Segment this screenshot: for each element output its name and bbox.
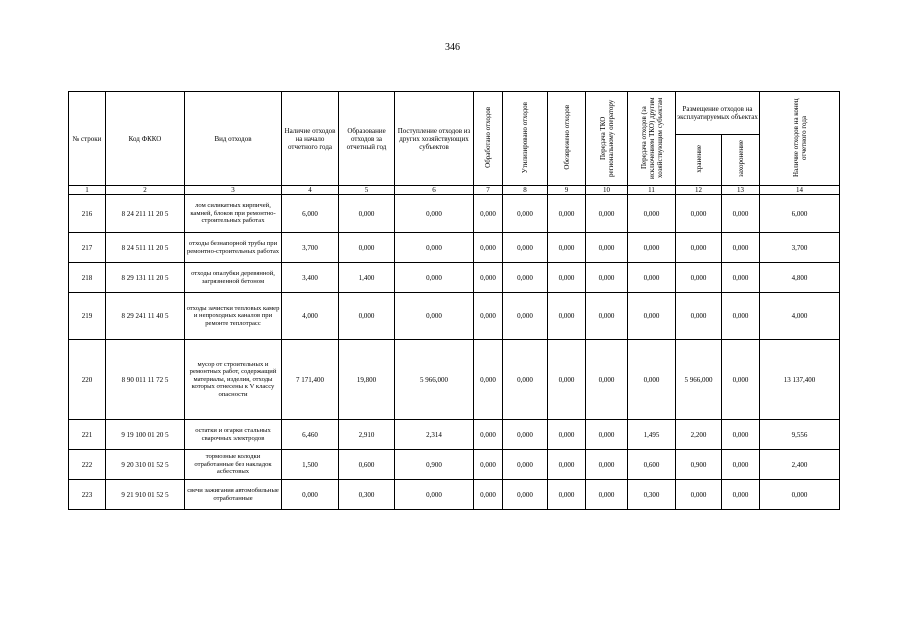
header-end-balance: Наличие отходов на конец отчетного года — [760, 92, 840, 186]
cell-end-balance: 9,556 — [760, 420, 840, 450]
cell-generated: 0,000 — [339, 233, 395, 263]
cell-processed: 0,000 — [474, 293, 503, 340]
row-number: 223 — [69, 480, 106, 510]
cell-to-operator: 0,000 — [586, 420, 628, 450]
header-start-balance: Наличие отходов на начало отчетного года — [282, 92, 339, 186]
waste-name: остатки и огарки стальных сварочных электродов — [185, 420, 282, 450]
cell-utilized: 0,000 — [503, 293, 548, 340]
header-utilized: Утилизировано отходов — [503, 92, 548, 186]
cell-received: 2,314 — [395, 420, 474, 450]
cell-end-balance: 0,000 — [760, 480, 840, 510]
row-number: 219 — [69, 293, 106, 340]
cell-received: 0,000 — [395, 233, 474, 263]
row-number: 217 — [69, 233, 106, 263]
waste-name: отходы безнапорной трубы при ремонтно-строительных работах — [185, 233, 282, 263]
cell-neutralized: 0,000 — [548, 480, 586, 510]
header-generated: Образование отходов за отчетный год — [339, 92, 395, 186]
row-number: 220 — [69, 340, 106, 420]
cell-burial: 0,000 — [722, 480, 760, 510]
cell-generated: 19,800 — [339, 340, 395, 420]
column-number: 8 — [503, 186, 548, 195]
cell-received: 0,000 — [395, 480, 474, 510]
cell-to-others: 0,000 — [628, 293, 676, 340]
cell-storage: 0,000 — [676, 480, 722, 510]
cell-processed: 0,000 — [474, 480, 503, 510]
cell-to-operator: 0,000 — [586, 293, 628, 340]
cell-storage: 0,900 — [676, 450, 722, 480]
page-number: 346 — [445, 42, 460, 53]
header-placement: Размещение отходов на эксплуатируемых объектах — [676, 92, 760, 135]
table-row — [69, 480, 840, 510]
cell-neutralized: 0,000 — [548, 263, 586, 293]
cell-start-balance: 0,000 — [282, 480, 339, 510]
cell-to-others: 1,495 — [628, 420, 676, 450]
cell-start-balance: 4,000 — [282, 293, 339, 340]
row-number: 222 — [69, 450, 106, 480]
cell-burial: 0,000 — [722, 340, 760, 420]
cell-received: 0,000 — [395, 263, 474, 293]
cell-to-operator: 0,000 — [586, 233, 628, 263]
header-storage: хранение — [676, 135, 722, 186]
waste-table — [68, 91, 840, 510]
cell-burial: 0,000 — [722, 293, 760, 340]
cell-to-operator: 0,000 — [586, 480, 628, 510]
fkko-code: 9 21 910 01 52 5 — [106, 480, 185, 510]
cell-to-others: 0,000 — [628, 195, 676, 233]
cell-received: 0,900 — [395, 450, 474, 480]
waste-name: отходы зачистки тепловых камер и непроходных каналов при ремонте теплотрасс — [185, 293, 282, 340]
header-waste-type: Вид отходов — [185, 92, 282, 186]
waste-name: свечи зажигания автомобильные отработанные — [185, 480, 282, 510]
cell-to-operator: 0,000 — [586, 450, 628, 480]
fkko-code: 8 24 511 11 20 5 — [106, 233, 185, 263]
cell-start-balance: 7 171,400 — [282, 340, 339, 420]
cell-to-others: 0,000 — [628, 340, 676, 420]
cell-end-balance: 13 137,400 — [760, 340, 840, 420]
fkko-code: 9 20 310 01 52 5 — [106, 450, 185, 480]
cell-to-others: 0,000 — [628, 263, 676, 293]
cell-burial: 0,000 — [722, 233, 760, 263]
cell-neutralized: 0,000 — [548, 450, 586, 480]
fkko-code: 8 29 241 11 40 5 — [106, 293, 185, 340]
header-row-no: № строки — [69, 92, 106, 186]
cell-processed: 0,000 — [474, 420, 503, 450]
cell-to-operator: 0,000 — [586, 195, 628, 233]
fkko-code: 9 19 100 01 20 5 — [106, 420, 185, 450]
cell-utilized: 0,000 — [503, 195, 548, 233]
cell-burial: 0,000 — [722, 420, 760, 450]
cell-received: 0,000 — [395, 195, 474, 233]
cell-start-balance: 6,000 — [282, 195, 339, 233]
cell-end-balance: 2,400 — [760, 450, 840, 480]
cell-to-others: 0,600 — [628, 450, 676, 480]
waste-name: лом силикатных кирпичей, камней, блоков при ремонтно-строительных работах — [185, 195, 282, 233]
cell-to-others: 0,300 — [628, 480, 676, 510]
header-neutralized: Обезврежено отходов — [548, 92, 586, 186]
cell-neutralized: 0,000 — [548, 420, 586, 450]
column-number: 10 — [586, 186, 628, 195]
cell-utilized: 0,000 — [503, 480, 548, 510]
cell-end-balance: 4,800 — [760, 263, 840, 293]
header-processed: Обработано отходов — [474, 92, 503, 186]
cell-neutralized: 0,000 — [548, 195, 586, 233]
column-number-row — [69, 186, 840, 195]
cell-end-balance: 6,000 — [760, 195, 840, 233]
cell-storage: 0,000 — [676, 293, 722, 340]
header-to-others: Передача отходов (за исключением ТКО) другим хозяйствующим субъектам — [628, 92, 676, 186]
cell-generated: 1,400 — [339, 263, 395, 293]
row-number: 221 — [69, 420, 106, 450]
table-row — [69, 195, 840, 233]
column-number: 4 — [282, 186, 339, 195]
column-number: 5 — [339, 186, 395, 195]
cell-to-operator: 0,000 — [586, 340, 628, 420]
table-row — [69, 233, 840, 263]
cell-processed: 0,000 — [474, 450, 503, 480]
waste-name: мусор от строительных и ремонтных работ, содержащий материалы, изделия, отходы которых отнесены к V классу опасности — [185, 340, 282, 420]
cell-processed: 0,000 — [474, 233, 503, 263]
cell-end-balance: 3,700 — [760, 233, 840, 263]
column-number: 3 — [185, 186, 282, 195]
header-to-operator: Передача ТКО региональному оператору — [586, 92, 628, 186]
column-number: 1 — [69, 186, 106, 195]
cell-utilized: 0,000 — [503, 450, 548, 480]
column-number: 13 — [722, 186, 760, 195]
column-number: 14 — [760, 186, 840, 195]
cell-utilized: 0,000 — [503, 420, 548, 450]
cell-neutralized: 0,000 — [548, 340, 586, 420]
cell-start-balance: 3,400 — [282, 263, 339, 293]
cell-storage: 5 966,000 — [676, 340, 722, 420]
cell-storage: 0,000 — [676, 195, 722, 233]
header-burial: захоронение — [722, 135, 760, 186]
table-row — [69, 293, 840, 340]
cell-generated: 0,000 — [339, 293, 395, 340]
cell-burial: 0,000 — [722, 195, 760, 233]
cell-processed: 0,000 — [474, 195, 503, 233]
cell-start-balance: 3,700 — [282, 233, 339, 263]
cell-start-balance: 1,500 — [282, 450, 339, 480]
cell-to-others: 0,000 — [628, 233, 676, 263]
cell-end-balance: 4,000 — [760, 293, 840, 340]
cell-storage: 2,200 — [676, 420, 722, 450]
fkko-code: 8 90 011 11 72 5 — [106, 340, 185, 420]
column-number: 2 — [106, 186, 185, 195]
row-number: 218 — [69, 263, 106, 293]
cell-burial: 0,000 — [722, 263, 760, 293]
table-row — [69, 263, 840, 293]
cell-burial: 0,000 — [722, 450, 760, 480]
cell-neutralized: 0,000 — [548, 233, 586, 263]
table-row — [69, 420, 840, 450]
cell-generated: 0,000 — [339, 195, 395, 233]
fkko-code: 8 24 211 11 20 5 — [106, 195, 185, 233]
waste-name: тормозные колодки отработанные без накладок асбестовых — [185, 450, 282, 480]
column-number: 12 — [676, 186, 722, 195]
cell-processed: 0,000 — [474, 340, 503, 420]
cell-storage: 0,000 — [676, 233, 722, 263]
cell-utilized: 0,000 — [503, 233, 548, 263]
column-number: 11 — [628, 186, 676, 195]
table-row — [69, 450, 840, 480]
table-row — [69, 340, 840, 420]
fkko-code: 8 29 131 11 20 5 — [106, 263, 185, 293]
cell-processed: 0,000 — [474, 263, 503, 293]
column-number: 9 — [548, 186, 586, 195]
header-fkko: Код ФККО — [106, 92, 185, 186]
column-number: 7 — [474, 186, 503, 195]
cell-received: 5 966,000 — [395, 340, 474, 420]
cell-generated: 2,910 — [339, 420, 395, 450]
cell-utilized: 0,000 — [503, 263, 548, 293]
row-number: 216 — [69, 195, 106, 233]
cell-utilized: 0,000 — [503, 340, 548, 420]
cell-storage: 0,000 — [676, 263, 722, 293]
waste-name: отходы опалубки деревянной, загрязненной бетоном — [185, 263, 282, 293]
cell-to-operator: 0,000 — [586, 263, 628, 293]
cell-neutralized: 0,000 — [548, 293, 586, 340]
header-received: Поступление отходов из других хозяйствующих субъектов — [395, 92, 474, 186]
cell-generated: 0,300 — [339, 480, 395, 510]
cell-start-balance: 6,460 — [282, 420, 339, 450]
cell-generated: 0,600 — [339, 450, 395, 480]
cell-received: 0,000 — [395, 293, 474, 340]
column-number: 6 — [395, 186, 474, 195]
